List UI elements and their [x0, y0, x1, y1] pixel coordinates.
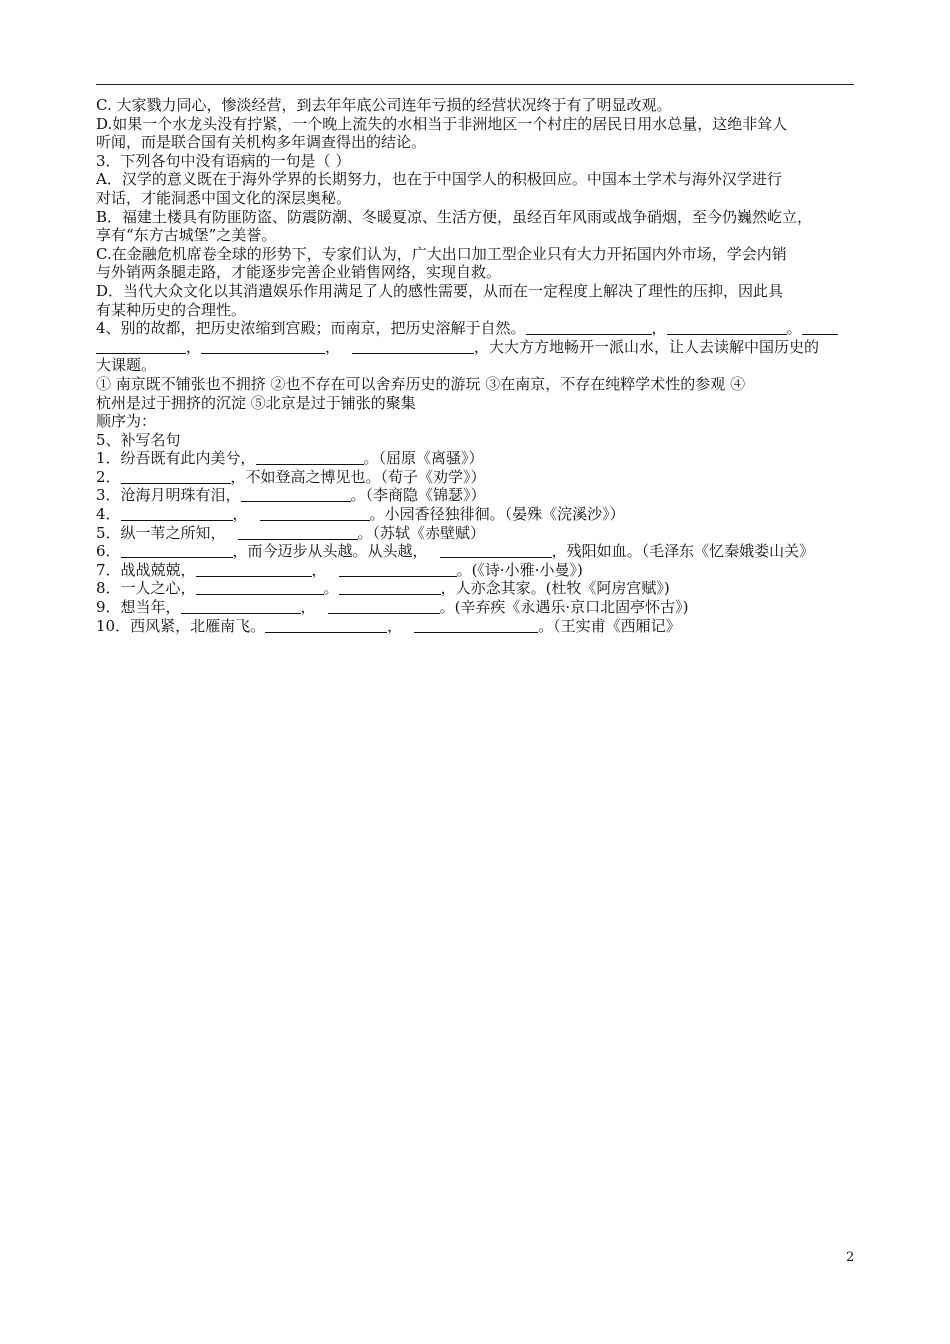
answer-blank[interactable]	[260, 506, 370, 521]
item-text: 3．沧海月明珠有泪，	[96, 486, 241, 505]
item-text: ，而今迈步从头越。从头越，	[232, 542, 428, 561]
question-4-text: 4、别的故都，把历史浓缩到宫殿；而南京，把历史溶解于自然。	[96, 319, 526, 338]
fill-item	[96, 561, 856, 580]
item-source: ，残阳如血。（毛泽东《忆秦娥娄山关》	[551, 542, 815, 561]
item-source: 。（苏轼《赤壁赋）	[357, 523, 486, 542]
answer-blank[interactable]	[121, 469, 231, 484]
fill-item	[96, 579, 856, 598]
text-line: 有某种历史的合理性。	[96, 300, 247, 319]
item-text: 1．纷吾既有此内美兮，	[96, 449, 256, 468]
punctuation: ，	[651, 319, 667, 338]
answer-blank[interactable]	[802, 320, 838, 335]
item-source: 。小园香径独徘徊。（晏殊《浣溪沙》）	[369, 505, 625, 524]
question-4-options: ① 南京既不铺张也不拥挤 ②也不存在可以舍弃历史的游玩 ③在南京，不存在纯粹学术性的参观 ④	[96, 374, 746, 393]
question-4-text: ，大大方方地畅开一派山水，让人去读解中国历史的	[474, 337, 820, 356]
answer-blank[interactable]	[526, 320, 652, 335]
answer-blank[interactable]	[238, 525, 358, 540]
punctuation: ，	[311, 560, 327, 579]
answer-blank[interactable]	[339, 580, 441, 595]
answer-blank[interactable]	[328, 599, 440, 614]
fill-item	[96, 524, 856, 543]
answer-blank[interactable]	[256, 450, 364, 465]
question-5-title: 5、补写名句	[96, 430, 181, 449]
answer-blank[interactable]	[241, 487, 351, 502]
fill-item	[96, 505, 856, 524]
question-4-options: 杭州是过于拥挤的沉淀 ⑤北京是过于铺张的聚集	[96, 393, 416, 412]
text-line: 与外销两条腿走路，才能逐步完善企业销售网络，实现自救。	[96, 263, 502, 282]
question-4-line	[96, 338, 856, 357]
answer-blank[interactable]	[121, 506, 233, 521]
answer-blank[interactable]	[265, 618, 387, 633]
answer-blank[interactable]	[440, 543, 552, 558]
item-source: 。(《诗·小雅·小曼》)	[456, 560, 583, 579]
option-b: B．福建土楼具有防匪防盗、防震防潮、冬暖夏凉、生活方便，虽经百年风雨或战争硝烟，至今仍巍然屹立，	[96, 207, 813, 226]
text-line: 对话，才能洞悉中国文化的深层奥秘。	[96, 188, 352, 207]
item-source: 。（王实甫《西厢记》	[538, 616, 681, 635]
answer-blank[interactable]	[196, 562, 312, 577]
punctuation: 。	[786, 319, 802, 338]
option-a: A．汉学的意义既在于海外学界的长期努力，也在于中国学人的积极回应。中国本土学术与海外汉学进行	[96, 170, 782, 189]
answer-blank[interactable]	[196, 580, 324, 595]
answer-blank[interactable]	[339, 562, 457, 577]
item-source: 。（李商隐《锦瑟》）	[350, 486, 486, 505]
option-c: C.在金融危机席卷全球的形势下，专家们认为，广大出口加工型企业只有大力开拓国内外市场，学会内销	[96, 244, 787, 263]
item-text: 4．	[96, 505, 121, 524]
answer-blank[interactable]	[96, 339, 186, 354]
punctuation: ，	[300, 598, 316, 617]
item-source: 。（屈原《离骚》）	[363, 449, 484, 468]
fill-item	[96, 617, 856, 636]
fill-item	[96, 468, 856, 487]
text-line: 听闻，而是联合国有关机构多年调查得出的结论。	[96, 133, 427, 152]
document-body	[96, 96, 856, 635]
item-source: ，不如登高之博见也。（荀子《劝学》）	[230, 467, 486, 486]
question-4-line: 大课题。	[96, 356, 157, 375]
item-text: 9．想当年，	[96, 598, 181, 617]
header-rule	[96, 84, 854, 85]
text-line: 享有“东方古城堡”之美誉。	[96, 226, 277, 245]
fill-item	[96, 486, 856, 505]
item-text: 7．战战兢兢，	[96, 560, 196, 579]
question-3-title: 3．下列各句中没有语病的一句是（ ）	[96, 151, 351, 170]
page-number: 2	[846, 1250, 855, 1265]
item-source: 。(辛弃疾《永遇乐·京口北固亭怀古》)	[439, 598, 689, 617]
punctuation: 。	[323, 579, 339, 598]
item-text: 10．西风紧，北雁南飞。	[96, 616, 266, 635]
punctuation: ，	[232, 505, 248, 524]
item-text: 5．纵一苇之所知，	[96, 523, 226, 542]
item-text: 2．	[96, 467, 121, 486]
fill-item	[96, 542, 856, 561]
option-d: D．当代大众文化以其消遣娱乐作用满足了人的感性需要，从而在一定程度上解决了理性的压抑，因此具	[96, 281, 784, 300]
answer-blank[interactable]	[414, 618, 538, 633]
answer-blank[interactable]	[352, 339, 474, 354]
fill-item	[96, 598, 856, 617]
item-text: 8．一人之心，	[96, 579, 196, 598]
text-line: D.如果一个水龙头没有拧紧，一个晚上流失的水相当于非洲地区一个村庄的居民日用水总量，这绝非耸人	[96, 114, 788, 133]
question-4-line	[96, 319, 856, 338]
answer-blank[interactable]	[667, 320, 787, 335]
answer-blank[interactable]	[121, 543, 233, 558]
punctuation: ，	[186, 337, 202, 356]
item-source: ，人亦念其家。(杜牧《阿房宫赋》)	[440, 579, 670, 598]
item-text: 6．	[96, 542, 121, 561]
punctuation: ，	[387, 616, 403, 635]
fill-item	[96, 449, 856, 468]
order-label: 顺序为：	[96, 412, 157, 431]
text-line: C. 大家戮力同心，惨淡经营，到去年年底公司连年亏损的经营状况终于有了明显改观。	[96, 96, 672, 114]
answer-blank[interactable]	[201, 339, 325, 354]
punctuation: ，	[325, 337, 341, 356]
answer-blank[interactable]	[181, 599, 301, 614]
